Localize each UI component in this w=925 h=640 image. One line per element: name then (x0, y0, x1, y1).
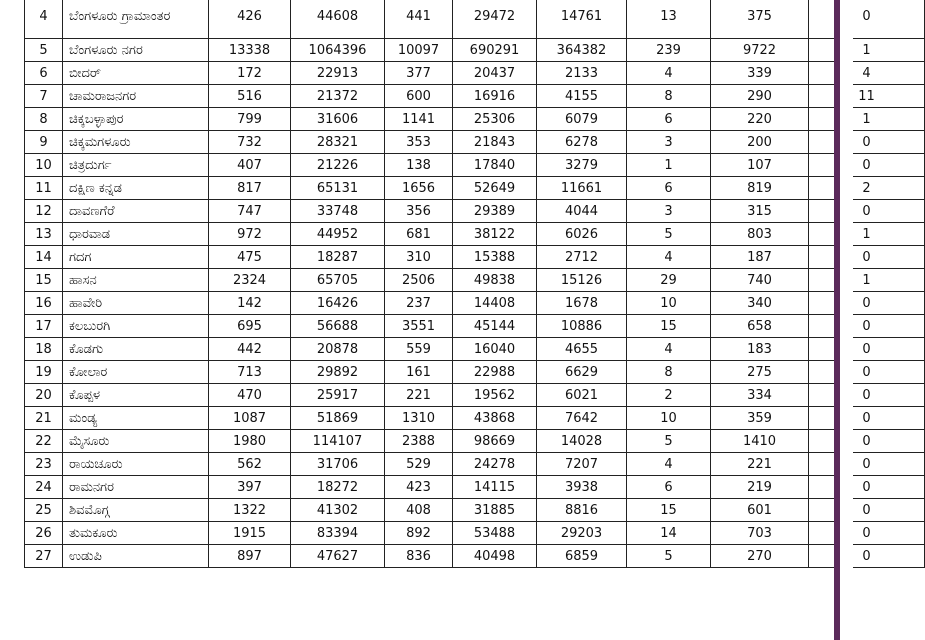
serial-number-cell: 5 (25, 39, 63, 62)
value-cell-5: 4044 (537, 200, 627, 223)
value-cell-4: 49838 (453, 269, 537, 292)
value-cell-2: 114107 (291, 430, 385, 453)
value-cell-8: 0 (809, 522, 925, 545)
table-row (25, 545, 925, 568)
value-cell-8: 0 (809, 315, 925, 338)
value-cell-1: 732 (209, 131, 291, 154)
value-cell-3: 529 (385, 453, 453, 476)
value-cell-7: 187 (711, 246, 809, 269)
table-row (25, 522, 925, 545)
value-cell-4: 31885 (453, 499, 537, 522)
value-cell-1: 13338 (209, 39, 291, 62)
value-cell-4: 43868 (453, 407, 537, 430)
district-name-cell: ದಾವಣಗೆರೆ (63, 200, 209, 223)
value-cell-6: 10 (627, 292, 711, 315)
value-cell-5: 1678 (537, 292, 627, 315)
district-name-cell: ಧಾರವಾಡ (63, 223, 209, 246)
table-row (25, 407, 925, 430)
value-cell-3: 161 (385, 361, 453, 384)
value-cell-2: 56688 (291, 315, 385, 338)
district-name-cell: ಗದಗ (63, 246, 209, 269)
value-cell-3: 138 (385, 154, 453, 177)
district-name-cell: ಚಾಮರಾಜನಗರ (63, 85, 209, 108)
value-cell-8: 0 (809, 545, 925, 568)
district-name-cell: ಉಡುಪಿ (63, 545, 209, 568)
value-cell-7: 803 (711, 223, 809, 246)
value-cell-5: 14761 (537, 0, 627, 39)
value-cell-2: 28321 (291, 131, 385, 154)
district-name-cell: ಬೆಂಗಳೂರು ನಗರ (63, 39, 209, 62)
serial-number-cell: 15 (25, 269, 63, 292)
value-cell-8: 1 (809, 39, 925, 62)
value-cell-3: 353 (385, 131, 453, 154)
value-cell-4: 20437 (453, 62, 537, 85)
value-cell-1: 1915 (209, 522, 291, 545)
district-name-cell: ಮೈಸೂರು (63, 430, 209, 453)
district-name-cell: ಹಾವೇರಿ (63, 292, 209, 315)
value-cell-1: 397 (209, 476, 291, 499)
table-row (25, 269, 925, 292)
table-row (25, 292, 925, 315)
serial-number-cell: 12 (25, 200, 63, 223)
value-cell-5: 6859 (537, 545, 627, 568)
value-cell-7: 375 (711, 0, 809, 39)
value-cell-1: 562 (209, 453, 291, 476)
table-body (25, 0, 925, 568)
value-cell-2: 33748 (291, 200, 385, 223)
table-row (25, 453, 925, 476)
value-cell-4: 98669 (453, 430, 537, 453)
value-cell-7: 107 (711, 154, 809, 177)
value-cell-7: 220 (711, 108, 809, 131)
value-cell-6: 239 (627, 39, 711, 62)
value-cell-7: 819 (711, 177, 809, 200)
value-cell-3: 600 (385, 85, 453, 108)
value-cell-5: 29203 (537, 522, 627, 545)
value-cell-2: 18272 (291, 476, 385, 499)
value-cell-7: 340 (711, 292, 809, 315)
value-cell-3: 2388 (385, 430, 453, 453)
district-name-cell: ಚಿತ್ರದುರ್ಗ (63, 154, 209, 177)
value-cell-5: 10886 (537, 315, 627, 338)
table-row (25, 131, 925, 154)
district-name-cell: ರಾಮನಗರ (63, 476, 209, 499)
value-cell-8: 0 (809, 384, 925, 407)
value-cell-4: 40498 (453, 545, 537, 568)
value-cell-8: 2 (809, 177, 925, 200)
value-cell-3: 356 (385, 200, 453, 223)
serial-number-cell: 27 (25, 545, 63, 568)
value-cell-6: 5 (627, 430, 711, 453)
serial-number-cell: 19 (25, 361, 63, 384)
value-cell-6: 4 (627, 453, 711, 476)
value-cell-6: 8 (627, 85, 711, 108)
value-cell-1: 2324 (209, 269, 291, 292)
value-cell-7: 359 (711, 407, 809, 430)
value-cell-2: 1064396 (291, 39, 385, 62)
district-name-cell: ಚಿಕ್ಕಬಳ್ಳಾಪುರ (63, 108, 209, 131)
value-cell-6: 6 (627, 108, 711, 131)
value-cell-5: 364382 (537, 39, 627, 62)
value-cell-1: 172 (209, 62, 291, 85)
value-cell-6: 15 (627, 499, 711, 522)
serial-number-cell: 26 (25, 522, 63, 545)
table-row (25, 0, 925, 39)
value-cell-6: 2 (627, 384, 711, 407)
value-cell-1: 897 (209, 545, 291, 568)
value-cell-5: 3938 (537, 476, 627, 499)
value-cell-5: 2133 (537, 62, 627, 85)
value-cell-1: 972 (209, 223, 291, 246)
value-cell-6: 4 (627, 62, 711, 85)
value-cell-5: 6079 (537, 108, 627, 131)
value-cell-1: 713 (209, 361, 291, 384)
value-cell-6: 14 (627, 522, 711, 545)
table-row (25, 476, 925, 499)
value-cell-4: 21843 (453, 131, 537, 154)
value-cell-1: 747 (209, 200, 291, 223)
value-cell-1: 1980 (209, 430, 291, 453)
serial-number-cell: 17 (25, 315, 63, 338)
value-cell-3: 2506 (385, 269, 453, 292)
serial-number-cell: 7 (25, 85, 63, 108)
value-cell-8: 0 (809, 292, 925, 315)
value-cell-8: 0 (809, 131, 925, 154)
value-cell-4: 45144 (453, 315, 537, 338)
value-cell-5: 7642 (537, 407, 627, 430)
value-cell-7: 9722 (711, 39, 809, 62)
value-cell-8: 0 (809, 338, 925, 361)
value-cell-5: 3279 (537, 154, 627, 177)
value-cell-7: 1410 (711, 430, 809, 453)
serial-number-cell: 20 (25, 384, 63, 407)
value-cell-4: 14408 (453, 292, 537, 315)
district-name-cell: ಹಾಸನ (63, 269, 209, 292)
value-cell-8: 0 (809, 0, 925, 39)
value-cell-4: 16916 (453, 85, 537, 108)
value-cell-8: 11 (809, 85, 925, 108)
value-cell-1: 1322 (209, 499, 291, 522)
district-name-cell: ಕೊಡಗು (63, 338, 209, 361)
value-cell-6: 6 (627, 476, 711, 499)
value-cell-5: 6026 (537, 223, 627, 246)
serial-number-cell: 23 (25, 453, 63, 476)
value-cell-5: 6021 (537, 384, 627, 407)
serial-number-cell: 25 (25, 499, 63, 522)
value-cell-4: 25306 (453, 108, 537, 131)
value-cell-3: 1656 (385, 177, 453, 200)
value-cell-8: 0 (809, 430, 925, 453)
value-cell-3: 423 (385, 476, 453, 499)
serial-number-cell: 4 (25, 0, 63, 39)
value-cell-7: 183 (711, 338, 809, 361)
serial-number-cell: 14 (25, 246, 63, 269)
value-cell-2: 41302 (291, 499, 385, 522)
value-cell-2: 44952 (291, 223, 385, 246)
value-cell-2: 21226 (291, 154, 385, 177)
value-cell-5: 8816 (537, 499, 627, 522)
value-cell-6: 1 (627, 154, 711, 177)
value-cell-4: 690291 (453, 39, 537, 62)
table-row (25, 39, 925, 62)
serial-number-cell: 16 (25, 292, 63, 315)
value-cell-7: 275 (711, 361, 809, 384)
value-cell-7: 334 (711, 384, 809, 407)
value-cell-7: 290 (711, 85, 809, 108)
value-cell-2: 16426 (291, 292, 385, 315)
value-cell-3: 836 (385, 545, 453, 568)
value-cell-2: 25917 (291, 384, 385, 407)
value-cell-4: 19562 (453, 384, 537, 407)
district-name-cell: ಶಿವಮೊಗ್ಗ (63, 499, 209, 522)
serial-number-cell: 22 (25, 430, 63, 453)
value-cell-4: 16040 (453, 338, 537, 361)
value-cell-3: 1141 (385, 108, 453, 131)
value-cell-5: 7207 (537, 453, 627, 476)
value-cell-4: 14115 (453, 476, 537, 499)
value-cell-2: 22913 (291, 62, 385, 85)
value-cell-2: 21372 (291, 85, 385, 108)
district-name-cell: ರಾಯಚೂರು (63, 453, 209, 476)
value-cell-1: 426 (209, 0, 291, 39)
serial-number-cell: 13 (25, 223, 63, 246)
value-cell-2: 31606 (291, 108, 385, 131)
value-cell-2: 31706 (291, 453, 385, 476)
value-cell-3: 377 (385, 62, 453, 85)
table-row (25, 108, 925, 131)
serial-number-cell: 24 (25, 476, 63, 499)
district-name-cell: ತುಮಕೂರು (63, 522, 209, 545)
value-cell-1: 516 (209, 85, 291, 108)
table-row (25, 200, 925, 223)
value-cell-3: 892 (385, 522, 453, 545)
value-cell-6: 3 (627, 131, 711, 154)
value-cell-1: 442 (209, 338, 291, 361)
value-cell-8: 0 (809, 407, 925, 430)
value-cell-1: 475 (209, 246, 291, 269)
value-cell-5: 4655 (537, 338, 627, 361)
value-cell-4: 38122 (453, 223, 537, 246)
value-cell-6: 10 (627, 407, 711, 430)
value-cell-4: 52649 (453, 177, 537, 200)
district-name-cell: ಮಂಡ್ಯ (63, 407, 209, 430)
value-cell-8: 1 (809, 108, 925, 131)
value-cell-5: 15126 (537, 269, 627, 292)
district-name-cell: ದಕ್ಷಿಣ ಕನ್ನಡ (63, 177, 209, 200)
value-cell-3: 441 (385, 0, 453, 39)
serial-number-cell: 10 (25, 154, 63, 177)
value-cell-1: 407 (209, 154, 291, 177)
value-cell-1: 817 (209, 177, 291, 200)
value-cell-7: 221 (711, 453, 809, 476)
value-cell-7: 219 (711, 476, 809, 499)
table-row (25, 85, 925, 108)
district-name-cell: ಕೊಪ್ಪಳ (63, 384, 209, 407)
value-cell-3: 559 (385, 338, 453, 361)
value-cell-1: 142 (209, 292, 291, 315)
table-row (25, 246, 925, 269)
value-cell-2: 29892 (291, 361, 385, 384)
value-cell-3: 237 (385, 292, 453, 315)
serial-number-cell: 11 (25, 177, 63, 200)
value-cell-7: 200 (711, 131, 809, 154)
value-cell-8: 4 (809, 62, 925, 85)
value-cell-3: 3551 (385, 315, 453, 338)
value-cell-1: 1087 (209, 407, 291, 430)
value-cell-4: 53488 (453, 522, 537, 545)
value-cell-3: 408 (385, 499, 453, 522)
district-name-cell: ಕಲಬುರಗಿ (63, 315, 209, 338)
value-cell-5: 14028 (537, 430, 627, 453)
value-cell-7: 315 (711, 200, 809, 223)
value-cell-4: 15388 (453, 246, 537, 269)
value-cell-8: 0 (809, 154, 925, 177)
value-cell-6: 6 (627, 177, 711, 200)
value-cell-3: 10097 (385, 39, 453, 62)
district-name-cell: ಕೋಲಾರ (63, 361, 209, 384)
value-cell-4: 29389 (453, 200, 537, 223)
value-cell-1: 470 (209, 384, 291, 407)
value-cell-6: 4 (627, 338, 711, 361)
value-cell-3: 310 (385, 246, 453, 269)
table-row (25, 177, 925, 200)
district-name-cell: ಬೀದರ್ (63, 62, 209, 85)
value-cell-7: 740 (711, 269, 809, 292)
value-cell-6: 5 (627, 545, 711, 568)
value-cell-8: 0 (809, 499, 925, 522)
value-cell-8: 1 (809, 269, 925, 292)
value-cell-7: 270 (711, 545, 809, 568)
value-cell-8: 0 (809, 476, 925, 499)
value-cell-2: 18287 (291, 246, 385, 269)
value-cell-7: 601 (711, 499, 809, 522)
serial-number-cell: 18 (25, 338, 63, 361)
value-cell-5: 2712 (537, 246, 627, 269)
value-cell-6: 29 (627, 269, 711, 292)
value-cell-6: 4 (627, 246, 711, 269)
value-cell-3: 681 (385, 223, 453, 246)
serial-number-cell: 8 (25, 108, 63, 131)
value-cell-2: 65131 (291, 177, 385, 200)
value-cell-2: 47627 (291, 545, 385, 568)
value-cell-2: 51869 (291, 407, 385, 430)
district-name-cell: ಬೆಂಗಳೂರು ಗ್ರಾಮಾಂತರ (63, 0, 209, 39)
table-row (25, 430, 925, 453)
value-cell-5: 11661 (537, 177, 627, 200)
value-cell-4: 22988 (453, 361, 537, 384)
value-cell-4: 29472 (453, 0, 537, 39)
table-row (25, 154, 925, 177)
table-row (25, 62, 925, 85)
table-row (25, 499, 925, 522)
value-cell-1: 695 (209, 315, 291, 338)
value-cell-5: 6629 (537, 361, 627, 384)
district-name-cell: ಚಿಕ್ಕಮಗಳೂರು (63, 131, 209, 154)
value-cell-7: 703 (711, 522, 809, 545)
value-cell-3: 221 (385, 384, 453, 407)
page-border-right (834, 0, 853, 640)
value-cell-2: 44608 (291, 0, 385, 39)
value-cell-1: 799 (209, 108, 291, 131)
value-cell-2: 83394 (291, 522, 385, 545)
value-cell-8: 0 (809, 200, 925, 223)
value-cell-4: 24278 (453, 453, 537, 476)
value-cell-5: 6278 (537, 131, 627, 154)
table-row (25, 338, 925, 361)
value-cell-2: 20878 (291, 338, 385, 361)
value-cell-2: 65705 (291, 269, 385, 292)
value-cell-4: 17840 (453, 154, 537, 177)
table-row (25, 361, 925, 384)
value-cell-8: 0 (809, 246, 925, 269)
value-cell-8: 0 (809, 453, 925, 476)
value-cell-5: 4155 (537, 85, 627, 108)
serial-number-cell: 9 (25, 131, 63, 154)
table-row (25, 223, 925, 246)
value-cell-6: 3 (627, 200, 711, 223)
value-cell-6: 5 (627, 223, 711, 246)
value-cell-8: 1 (809, 223, 925, 246)
serial-number-cell: 6 (25, 62, 63, 85)
value-cell-7: 658 (711, 315, 809, 338)
value-cell-6: 13 (627, 0, 711, 39)
district-data-table (24, 0, 925, 568)
page-margin-left (0, 0, 17, 640)
serial-number-cell: 21 (25, 407, 63, 430)
value-cell-3: 1310 (385, 407, 453, 430)
value-cell-6: 15 (627, 315, 711, 338)
table-row (25, 315, 925, 338)
value-cell-6: 8 (627, 361, 711, 384)
value-cell-8: 0 (809, 361, 925, 384)
value-cell-7: 339 (711, 62, 809, 85)
table-row (25, 384, 925, 407)
